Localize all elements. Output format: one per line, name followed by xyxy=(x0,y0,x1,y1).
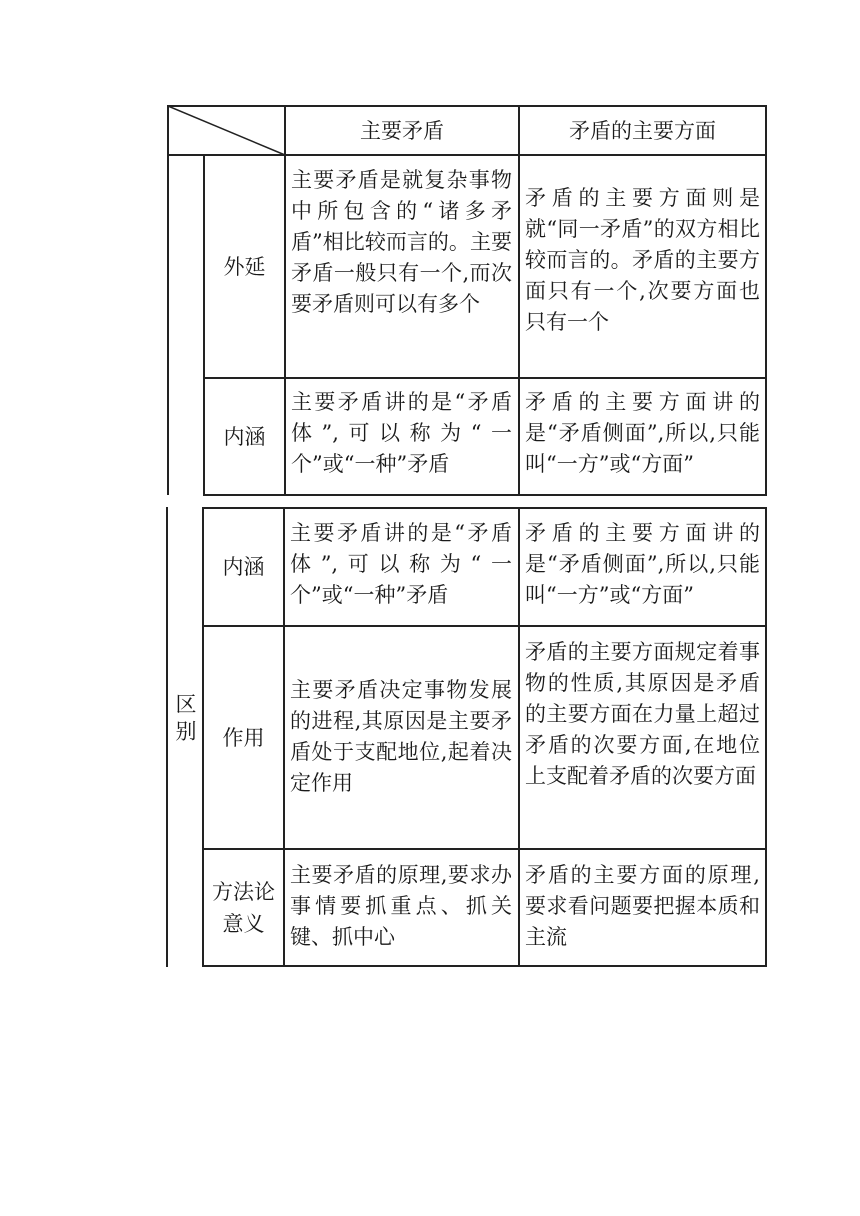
outer-right-border-2 xyxy=(765,507,767,967)
header-diagonal-line xyxy=(168,106,286,156)
header-col1: 主要矛盾 xyxy=(360,118,444,143)
col1-left-border-2 xyxy=(283,507,285,967)
row-connotation-repeat-col1: 主要矛盾讲的是“矛盾体”,可以称为“一个”或“一种”矛盾 xyxy=(290,521,512,607)
col2-left-border-2 xyxy=(518,507,520,967)
part2-top-border xyxy=(203,507,767,509)
row-extension-col2: 矛盾的主要方面则是就“同一矛盾”的双方相比较而言的。矛盾的主要方面只有一个,次要方面也只有一个 xyxy=(525,186,760,334)
row-label-connotation-repeat: 内涵 xyxy=(222,555,265,579)
col1-left-border-1 xyxy=(284,105,286,495)
row-label-function: 作用 xyxy=(222,725,265,750)
row-function-col2: 矛盾的主要方面规定着事物的性质,其原因是矛盾的主要方面在力量上超过矛盾的次要方面,在地位上支配着矛盾的次要方面 xyxy=(525,640,760,788)
row-connotation-col1: 主要矛盾讲的是“矛盾体”,可以称为“一个”或“一种”矛盾 xyxy=(291,390,512,476)
group-label-text: 区别 xyxy=(173,693,197,747)
row3-bottom-border xyxy=(203,625,767,627)
row-label-extension: 外延 xyxy=(223,254,266,279)
outer-left-border-1 xyxy=(167,105,169,495)
row-function-col1: 主要矛盾决定事物发展的进程,其原因是主要矛盾处于支配地位,起着决定作用 xyxy=(290,678,512,795)
row-label-methodology-text: 方法论意义 xyxy=(212,879,275,936)
part2-bottom-border xyxy=(203,965,767,967)
row-methodology-col1: 主要矛盾的原理,要求办事情要抓重点、抓关键、抓中心 xyxy=(290,863,512,949)
row-methodology-col2: 矛盾的主要方面的原理,要求看问题要把握本质和主流 xyxy=(525,863,760,949)
row-label-connotation: 内涵 xyxy=(223,424,266,449)
row-label-methodology xyxy=(204,850,283,965)
outer-right-border-1 xyxy=(765,105,767,495)
row-connotation-repeat-col2: 矛盾的主要方面讲的是“矛盾侧面”,所以,只能叫“一方”或“方面” xyxy=(525,521,760,607)
group-label xyxy=(168,670,202,770)
row1-bottom-border xyxy=(203,377,767,379)
row-connotation-col2: 矛盾的主要方面讲的是“矛盾侧面”,所以,只能叫“一方”或“方面” xyxy=(525,390,760,476)
row-extension-col1: 主要矛盾是就复杂事物中所包含的“诸多矛盾”相比较而言的。主要矛盾一般只有一个,而次要矛盾则可以有多个 xyxy=(291,168,512,316)
header-col2: 矛盾的主要方面 xyxy=(569,118,716,143)
part1-bottom-border xyxy=(203,494,767,496)
row4-bottom-border xyxy=(203,848,767,850)
col2-left-border-1 xyxy=(518,105,520,495)
